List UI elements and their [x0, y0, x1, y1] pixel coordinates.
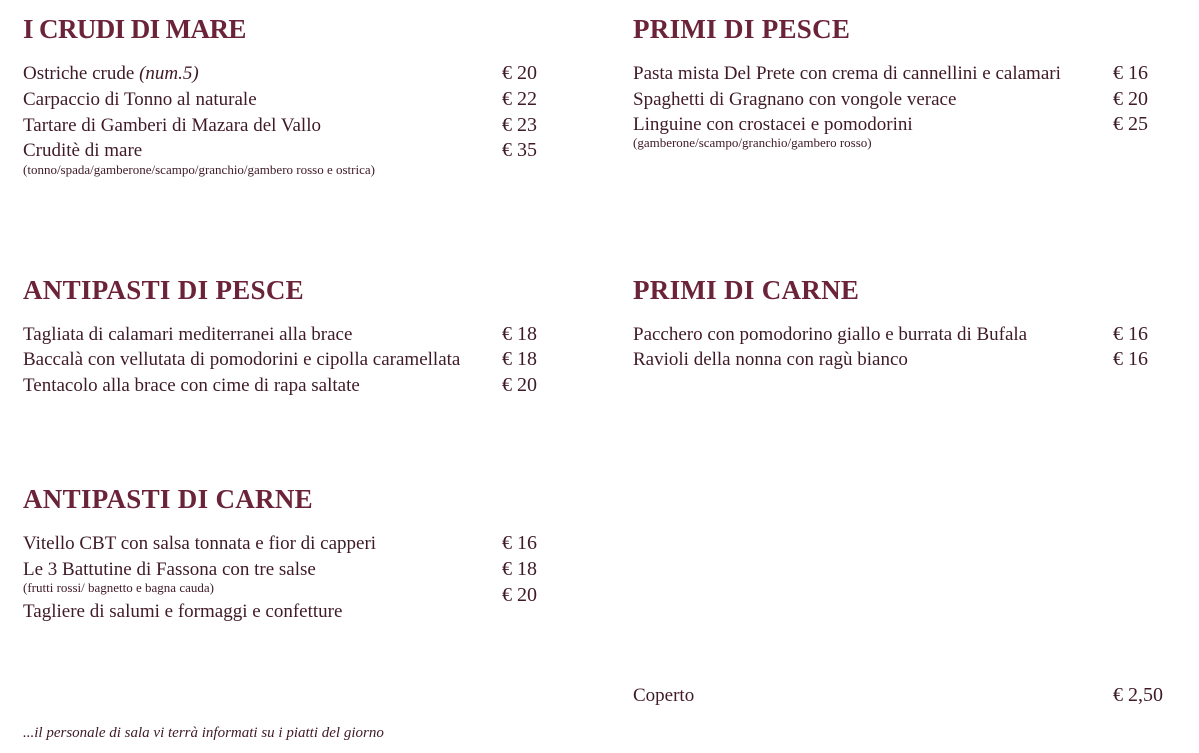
item-price: € 20 — [502, 584, 537, 606]
menu-item-vitello: Vitello CBT con salsa tonnata e fior di capperi — [23, 533, 377, 554]
item-note: (frutti rossi/ bagnetto e bagna cauda) — [23, 580, 214, 595]
item-price: € 20 — [1113, 88, 1148, 110]
section-antipasti-di-pesce — [23, 275, 553, 405]
menu-item-battutine: Le 3 Battutine di Fassona con tre salse — [23, 559, 316, 580]
menu-item-tentacolo: Tentacolo alla brace con cime di rapa saltate — [23, 375, 360, 396]
item-qualifier: (num.5) — [139, 63, 199, 84]
menu-item-crudite: Cruditè di mare — [23, 140, 143, 161]
item-price: € 23 — [502, 114, 537, 136]
item-note: (tonno/spada/gamberone/scampo/granchio/gambero rosso e ostrica) — [23, 162, 375, 177]
section-primi-di-carne — [633, 275, 1173, 385]
menu-item-baccala: Baccalà con vellutata di pomodorini e cipolla caramellata — [23, 349, 461, 370]
coperto-label: Coperto — [633, 685, 695, 706]
section-title: PRIMI DI CARNE — [633, 275, 860, 305]
item-price: € 18 — [502, 348, 537, 370]
item-price: € 18 — [502, 558, 537, 580]
item-price: € 18 — [502, 323, 537, 345]
section-title: I CRUDI DI MARE — [23, 14, 246, 44]
footer-note: ...il personale di sala vi terrà informati su i piatti del giorno — [23, 725, 384, 741]
section-primi-di-pesce — [633, 14, 1173, 164]
item-price: € 16 — [1113, 323, 1148, 345]
menu-item-ostriche — [23, 63, 199, 85]
menu-item-tartare: Tartare di Gamberi di Mazara del Vallo — [23, 115, 321, 136]
menu-item-pacchero: Pacchero con pomodorino giallo e burrata di Bufala — [633, 324, 1028, 345]
menu-item-ravioli: Ravioli della nonna con ragù bianco — [633, 349, 908, 370]
menu-item-linguine: Linguine con crostacei e pomodorini — [633, 114, 913, 135]
item-price: € 20 — [502, 374, 537, 396]
section-title: ANTIPASTI DI CARNE — [23, 484, 313, 514]
item-price: € 20 — [502, 62, 537, 84]
section-title: PRIMI DI PESCE — [633, 14, 851, 44]
item-price: € 22 — [502, 88, 537, 110]
item-price: € 16 — [502, 532, 537, 554]
menu-item-spaghetti: Spaghetti di Gragnano con vongole verace — [633, 89, 957, 110]
menu-item-tagliata-calamari: Tagliata di calamari mediterranei alla brace — [23, 324, 353, 345]
menu-item-tagliere: Tagliere di salumi e formaggi e confetture — [23, 601, 343, 622]
item-name: Ostriche crude — [23, 63, 140, 84]
item-price: € 25 — [1113, 113, 1148, 135]
menu-item-carpaccio: Carpaccio di Tonno al naturale — [23, 89, 257, 110]
section-title: ANTIPASTI DI PESCE — [23, 275, 304, 305]
menu-item-pasta-mista: Pasta mista Del Prete con crema di cannellini e calamari — [633, 63, 1061, 84]
item-price: € 16 — [1113, 348, 1148, 370]
item-price: € 16 — [1113, 62, 1148, 84]
item-price: € 35 — [502, 139, 537, 161]
section-antipasti-di-carne — [23, 484, 553, 634]
section-crudi-di-mare — [23, 14, 553, 184]
item-note: (gamberone/scampo/granchio/gambero rosso) — [633, 135, 872, 150]
coperto-price: € 2,50 — [1113, 684, 1163, 706]
